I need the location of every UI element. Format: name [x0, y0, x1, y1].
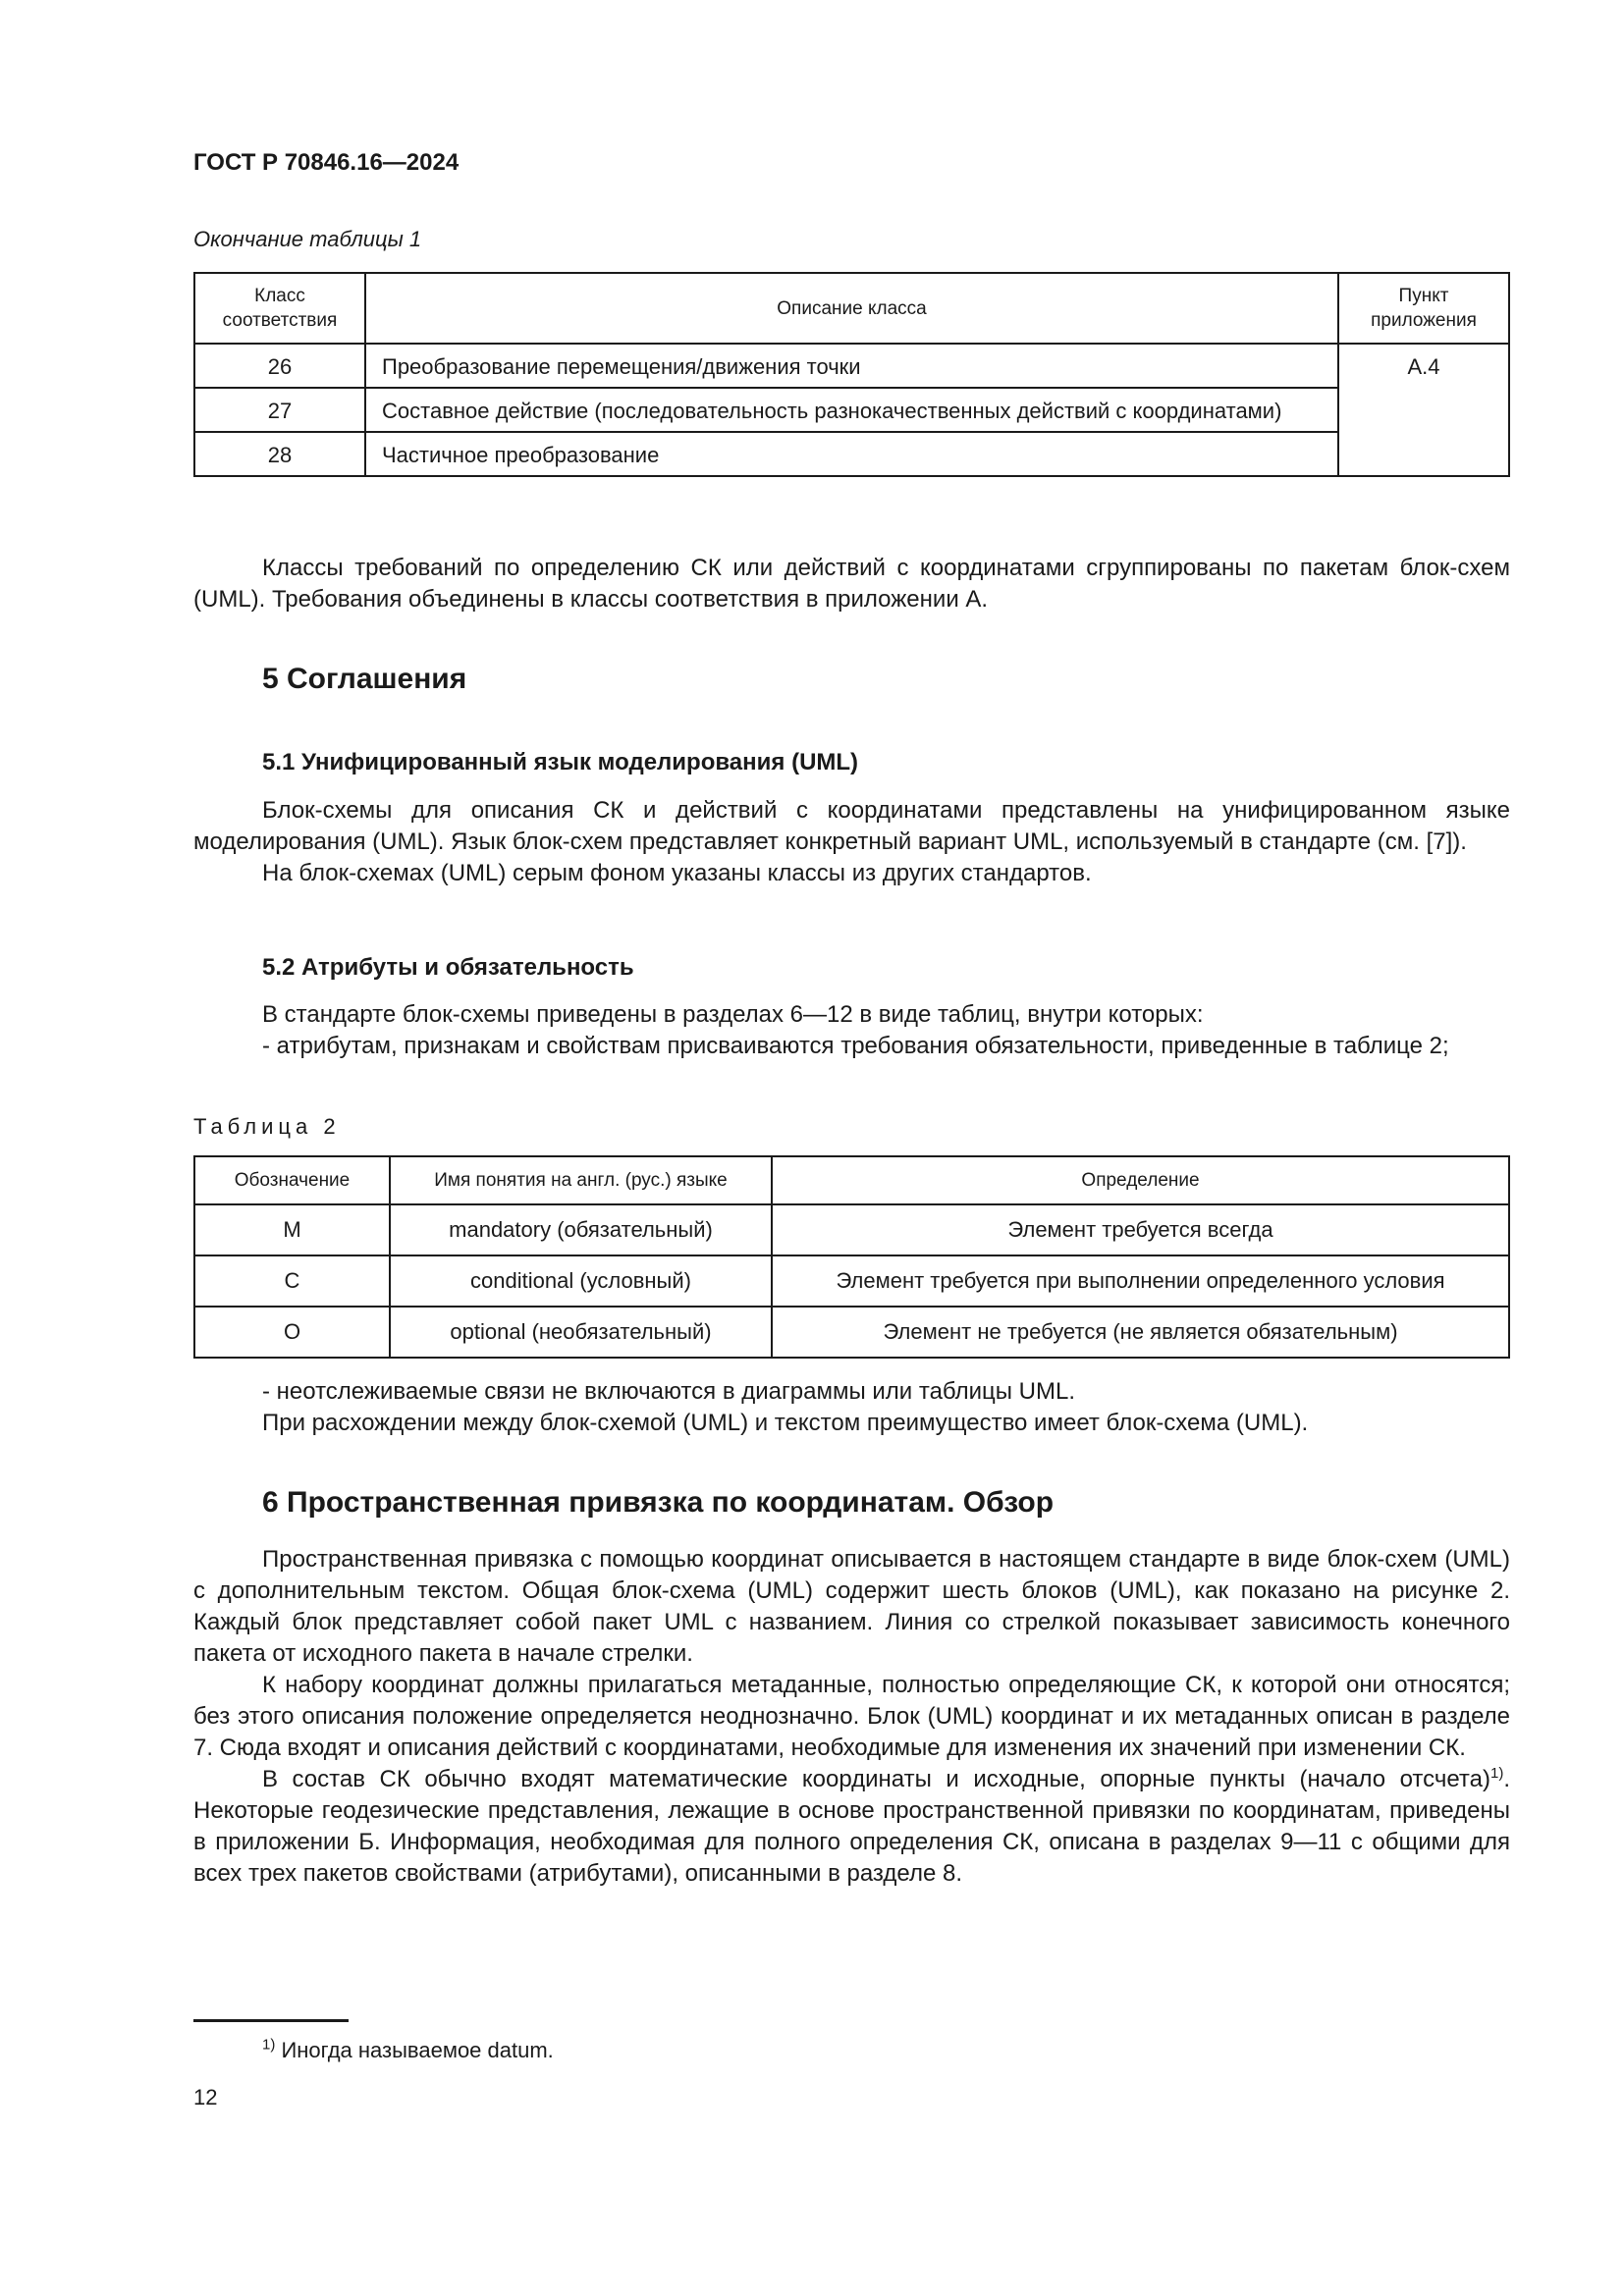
- paragraph-block: [193, 999, 1510, 1062]
- footnote-divider: [193, 2019, 349, 2022]
- table2-col-definition: Определение: [772, 1156, 1509, 1204]
- paragraph: Классы требований по определению СК или действий с координатами сгруппированы по пакетам блок-схем (UML). Требования объединены в классы соответствия в приложении А.: [193, 555, 1510, 613]
- page-number: 12: [193, 2085, 218, 2109]
- subsection-5-1-heading: 5.1 Унифицированный язык моделирования (UML): [262, 749, 859, 775]
- paragraph-block: [193, 1544, 1510, 1890]
- paragraph: [193, 1764, 1510, 1890]
- table-row: [194, 344, 1509, 388]
- table2-cell-name: optional (необязательный): [390, 1307, 772, 1358]
- table-row: [194, 432, 1509, 476]
- section-5-heading: 5 Соглашения: [262, 663, 467, 695]
- table-row: [194, 1255, 1509, 1307]
- table2-cell-name: mandatory (обязательный): [390, 1204, 772, 1255]
- table-row: [194, 1307, 1509, 1358]
- table2-cell-def: Элемент не требуется (не является обязательным): [772, 1307, 1509, 1358]
- paragraph-text: В состав СК обычно входят математические координаты и исходные, опорные пункты (начало отсчета): [262, 1766, 1490, 1792]
- table2: [193, 1155, 1510, 1359]
- table1-col-class: Класс соответствия: [194, 273, 365, 344]
- paragraph: В стандарте блок-схемы приведены в разделах 6—12 в виде таблиц, внутри которых:: [262, 1001, 1204, 1028]
- table2-cell-code: C: [194, 1255, 390, 1307]
- table2-cell-name: conditional (условный): [390, 1255, 772, 1307]
- section-6-heading: 6 Пространственная привязка по координатам. Обзор: [262, 1486, 1055, 1519]
- paragraph-block: [193, 795, 1510, 889]
- table1-cell-ref: А.4: [1338, 344, 1509, 476]
- list-item: - атрибутам, признакам и свойствам присваиваются требования обязательности, приведенные в таблице 2;: [262, 1033, 1449, 1059]
- list-item: - неотслеживаемые связи не включаются в диаграммы или таблицы UML.: [262, 1378, 1075, 1405]
- footnote-text: Иногда называемое datum.: [275, 2038, 554, 2062]
- paragraph-block: [193, 553, 1510, 615]
- table2-cell-def: Элемент требуется всегда: [772, 1204, 1509, 1255]
- paragraph: К набору координат должны прилагаться метаданные, полностью определяющие СК, к которой они относятся; без этого описания положение определяется неоднозначно. Блок (UML) координат и их метаданных описан в разделе 7. Сюда входят и описания действий с координатами, необходимые для изменения их значений при изменении СК.: [193, 1672, 1510, 1761]
- paragraph: При расхождении между блок-схемой (UML) и текстом преимущество имеет блок-схема (UML).: [262, 1410, 1309, 1436]
- table1: [193, 272, 1510, 477]
- paragraph-block: [193, 1376, 1510, 1439]
- table1-col-ref: Пункт приложения: [1338, 273, 1509, 344]
- document-code: ГОСТ Р 70846.16—2024: [193, 149, 460, 176]
- table2-cell-code: M: [194, 1204, 390, 1255]
- subsection-5-2-heading: 5.2 Атрибуты и обязательность: [262, 954, 634, 981]
- footnote: [262, 2038, 554, 2063]
- table2-cell-code: O: [194, 1307, 390, 1358]
- paragraph-text: . Некоторые геодезические представления, лежащие в основе пространственной привязки по координатам, приведены в приложении Б. Информация, необходимая для полного определения СК, описана в разделах 9—11 с общими для всех трех пакетов свойствами (атрибутами), описанными в разделе 8.: [193, 1766, 1510, 1887]
- table1-col-description: Описание класса: [365, 273, 1338, 344]
- footnote-mark: 1): [262, 2036, 276, 2054]
- table1-cell-num: 27: [194, 388, 365, 432]
- table2-header-row: [194, 1156, 1509, 1204]
- table1-header-row: [194, 273, 1509, 344]
- table2-col-code: Обозначение: [194, 1156, 390, 1204]
- table1-cell-desc: Составное действие (последовательность разнокачественных действий с координатами): [365, 388, 1338, 432]
- table2-col-name: Имя понятия на англ. (рус.) языке: [390, 1156, 772, 1204]
- table1-cell-num: 26: [194, 344, 365, 388]
- table-row: [194, 388, 1509, 432]
- table-row: [194, 1204, 1509, 1255]
- table1-cell-num: 28: [194, 432, 365, 476]
- table2-caption: Таблица 2: [193, 1114, 341, 1139]
- table1-cell-desc: Преобразование перемещения/движения точки: [365, 344, 1338, 388]
- table1-cell-desc: Частичное преобразование: [365, 432, 1338, 476]
- table2-cell-def: Элемент требуется при выполнении определенного условия: [772, 1255, 1509, 1307]
- paragraph: На блок-схемах (UML) серым фоном указаны классы из других стандартов.: [262, 860, 1092, 886]
- paragraph: Пространственная привязка с помощью координат описывается в настоящем стандарте в виде блок-схем (UML) с дополнительным текстом. Общая блок-схема (UML) содержит шесть блоков (UML), как показано на рисунке 2. Каждый блок представляет собой пакет UML с названием. Линия со стрелкой показывает зависимость конечного пакета от исходного пакета в начале стрелки.: [193, 1546, 1510, 1667]
- paragraph: Блок-схемы для описания СК и действий с координатами представлены на унифицированном языке моделирования (UML). Язык блок-схем представляет конкретный вариант UML, используемый в стандарте (см. [7]).: [193, 797, 1510, 855]
- table1-caption: Окончание таблицы 1: [193, 227, 422, 251]
- footnote-ref[interactable]: 1): [1489, 1765, 1504, 1782]
